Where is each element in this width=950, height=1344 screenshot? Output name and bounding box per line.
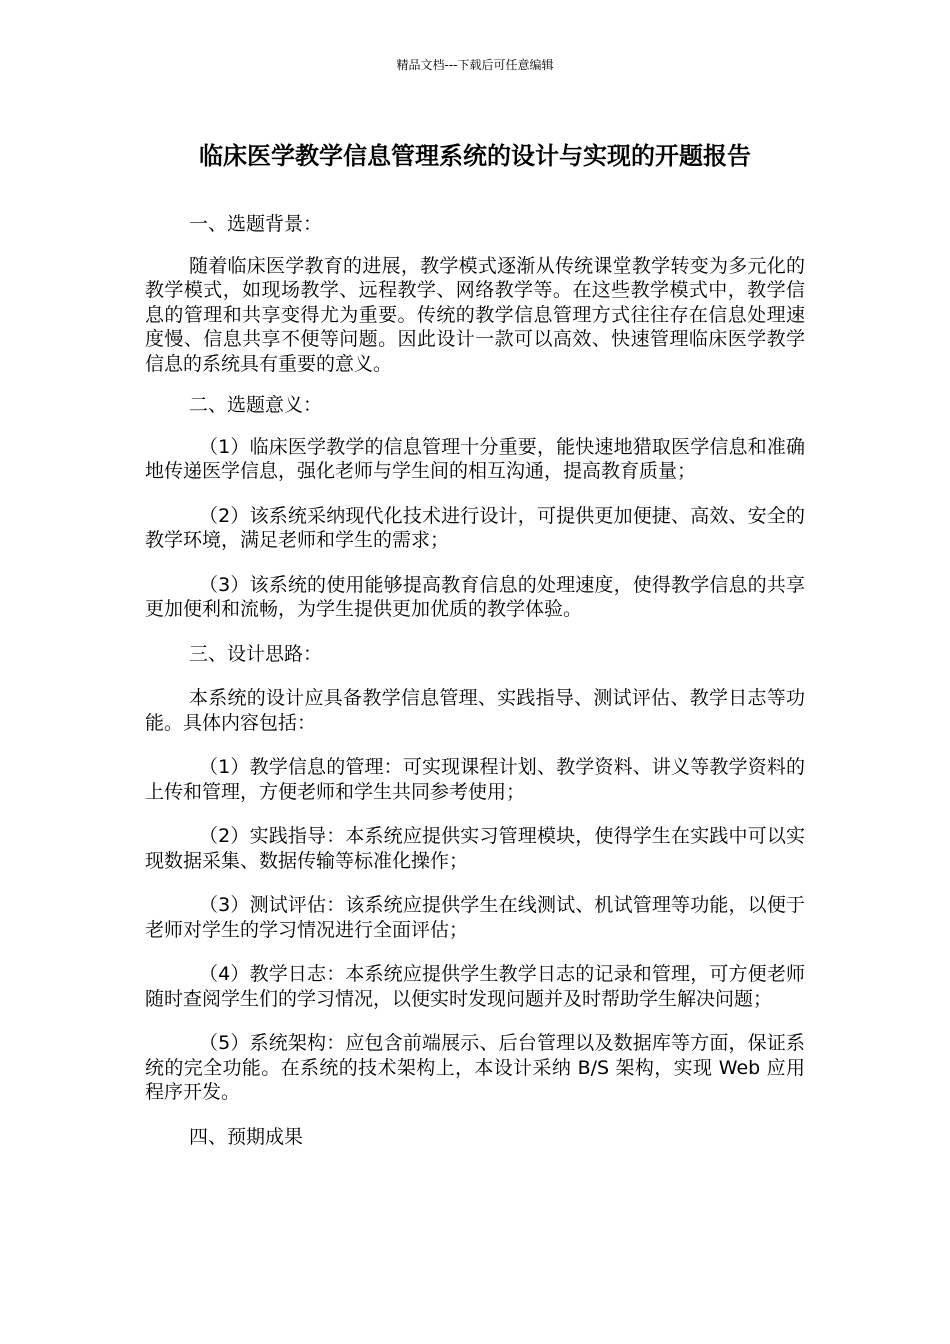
section-heading-significance: 二、选题意义：: [189, 394, 323, 416]
paragraph-background: 随着临床医学教育的进展，教学模式逐渐从传统课堂教学转变为多元化的教学模式，如现场教学、远程教学、网络教学等。在这些教学模式中，教学信息的管理和共享变得尤为重要。传统的教学信息管理方式往往存在信息处理速度慢、信息共享不便等问题。因此设计一款可以高效、快速管理临床医学教学信息的系统具有重要的意义。: [145, 254, 805, 375]
document-title: 临床医学教学信息管理系统的设计与实现的开题报告: [199, 142, 751, 170]
design-item-2: （2）实践指导：本系统应提供实习管理模块，使得学生在实践中可以实现数据采集、数据传输等标准化操作；: [145, 825, 805, 872]
significance-item-3: （3）该系统的使用能够提高教育信息的处理速度，使得教学信息的共享更加便利和流畅，为学生提供更加优质的教学体验。: [145, 573, 805, 620]
section-heading-design: 三、设计思路：: [189, 642, 323, 665]
section-heading-outcomes: 四、预期成果: [189, 1125, 304, 1148]
document-body: [145, 212, 805, 1149]
design-item-1: （1）教学信息的管理：可实现课程计划、教学资料、讲义等教学资料的上传和管理，方便老师和学生共同参考使用；: [145, 756, 805, 803]
significance-item-2: （2）该系统采纳现代化技术进行设计，可提供更加便捷、高效、安全的教学环境，满足老师和学生的需求；: [145, 504, 805, 551]
design-item-5: （5）系统架构：应包含前端展示、后台管理以及数据库等方面，保证系统的完全功能。在系统的技术架构上，本设计采纳 B/S 架构，实现 Web 应用程序开发。: [145, 1032, 805, 1103]
design-item-4: （4）教学日志：本系统应提供学生教学日志的记录和管理，可方便老师随时查阅学生们的学习情况，以便实时发现问题并及时帮助学生解决问题；: [145, 963, 805, 1010]
paragraph-design: 本系统的设计应具备教学信息管理、实践指导、测试评估、教学日志等功能。具体内容包括：: [145, 687, 805, 734]
design-item-3: （3）测试评估：该系统应提供学生在线测试、机试管理等功能，以便于老师对学生的学习情况进行全面评估；: [145, 894, 805, 941]
section-heading-background: 一、选题背景：: [189, 213, 323, 235]
significance-item-1: （1）临床医学教学的信息管理十分重要，能快速地猎取医学信息和准确地传递医学信息，强化老师与学生间的相互沟通，提高教育质量；: [145, 435, 805, 482]
page-header: 精品文档---下载后可任意编辑: [396, 58, 554, 72]
